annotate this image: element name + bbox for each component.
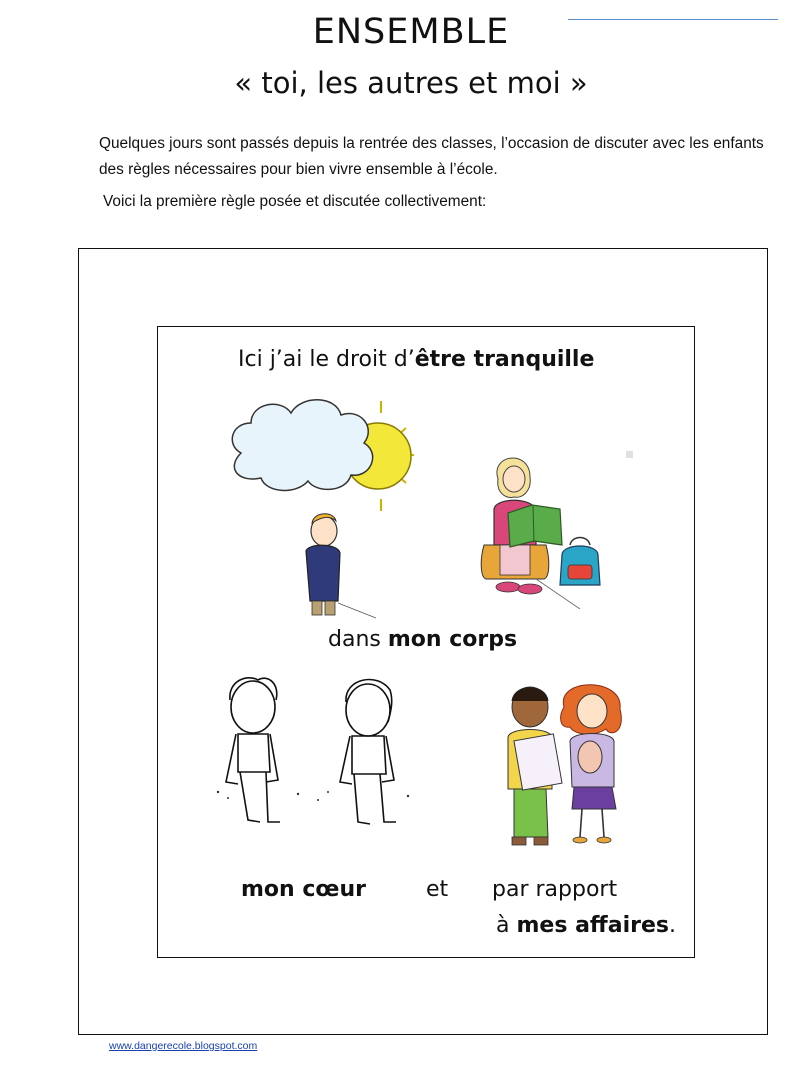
rule-body-prefix: dans bbox=[328, 627, 388, 652]
girl-reading-illustration bbox=[470, 449, 620, 609]
rule-headline-bold: être tranquille bbox=[414, 347, 595, 372]
rule-belongings-bold: mes affaires bbox=[516, 913, 670, 938]
book-icon bbox=[508, 505, 562, 547]
children-belongings-illustration bbox=[494, 677, 644, 872]
page-title: ENSEMBLE bbox=[312, 12, 510, 52]
children-outline-icon bbox=[226, 678, 396, 824]
two-children-sitting-illustration bbox=[208, 672, 428, 852]
rule-body-bold: mon corps bbox=[387, 627, 518, 652]
rule-heart-text bbox=[241, 877, 366, 902]
footer-blog-link[interactable]: www.dangerecole.blogspot.com bbox=[109, 1040, 258, 1052]
intro-paragraph: Quelques jours sont passés depuis la rentrée des classes, l’occasion de discuter avec les enfants des règles nécessaires pour bien vivre ensemble à l’école. bbox=[99, 135, 764, 178]
rule-belongings-suffix: . bbox=[669, 913, 677, 938]
page-subtitle: « toi, les autres et moi » bbox=[234, 66, 588, 100]
boy-with-drawing-icon bbox=[508, 687, 562, 845]
rule-card bbox=[157, 326, 695, 958]
cloud-sun-boy-illustration bbox=[226, 393, 416, 623]
rule-intro-text: Voici la première règle posée et discutée collectivement: bbox=[103, 193, 487, 210]
rule-headline bbox=[238, 347, 594, 372]
scan-mark bbox=[626, 451, 633, 458]
rule-belongings-line1: par rapport bbox=[492, 877, 618, 902]
rule-and-word: et bbox=[426, 877, 449, 902]
rule-heart-bold: mon cœur bbox=[241, 877, 366, 902]
rule-headline-prefix: Ici j’ai le droit d’ bbox=[238, 347, 415, 372]
boy-icon bbox=[306, 514, 376, 618]
rule-belongings-prefix: à bbox=[496, 913, 517, 938]
backpack-icon bbox=[560, 538, 600, 586]
rule-body-line bbox=[328, 627, 517, 652]
rule-belongings-line2 bbox=[496, 913, 676, 938]
girl-with-doll-icon bbox=[561, 685, 622, 843]
